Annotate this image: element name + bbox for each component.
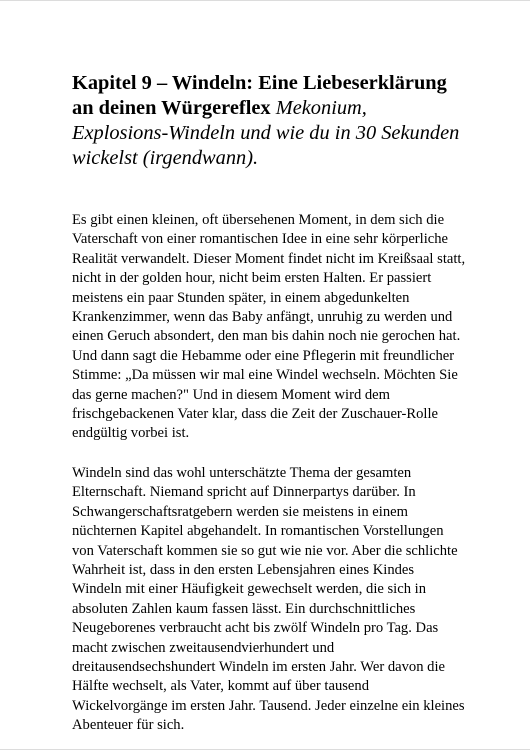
chapter-subtitle: Mekonium, Explosions-Windeln und wie du in 30 Sekunden wickelst (irgendwann).: [72, 97, 460, 169]
page-content: [72, 71, 467, 756]
body-paragraph-1: Es gibt einen kleinen, oft übersehenen Moment, in dem sich die Vaterschaft von einer romantischen Idee in eine sehr körperliche Realität verwandelt. Dieser Moment findet nicht im Kreißsaal statt, nicht in der golden hour, nicht beim ersten Halten. Er passiert meistens ein paar Stunden später, in einem abgedunkelten Krankenzimmer, wenn das Baby anfängt, unruhig zu werden und einen Geruch absondert, den man bis dahin noch nie gerochen hat. Und dann sagt die Hebamme oder eine Pflegerin mit freundlicher Stimme: „Da müssen wir mal eine Windel wechseln. Möchten Sie das gerne machen?" Und in diesem Moment wird dem frischgebackenen Vater klar, dass die Zeit der Zuschauer-Rolle endgültig vorbei ist.: [72, 212, 466, 442]
chapter-heading: [72, 71, 467, 171]
chapter-title: Kapitel 9 – Windeln: Eine Liebeserklärung an deinen Würgereflex: [72, 72, 447, 119]
body-paragraph-2: Windeln sind das wohl unterschätzte Thema der gesamten Elternschaft. Niemand spricht auf Dinnerpartys darüber. In Schwangerschaftsratgebern werden sie meistens in einem nüchternen Kapitel abgehandelt. In romantischen Vorstellungen von Vaterschaft kommen sie so gut wie nie vor. Aber die schlichte Wahrheit ist, dass in den ersten Lebensjahren eines Kindes Windeln mit einer Häufigkeit gewechselt werden, die sich in absoluten Zahlen kaum fassen lässt. Ein durchschnittliches Neugeborenes verbraucht acht bis zwölf Windeln pro Tag. Das macht zwischen zweitausendvierhundert und dreitausendsechshundert Windeln im ersten Jahr. Wer davon die Hälfte wechselt, als Vater, kommt auf über tausend Wickelvorgänge im ersten Jahr. Tausend. Jeder einzelne ein kleines Abenteuer für sich.: [72, 464, 465, 734]
